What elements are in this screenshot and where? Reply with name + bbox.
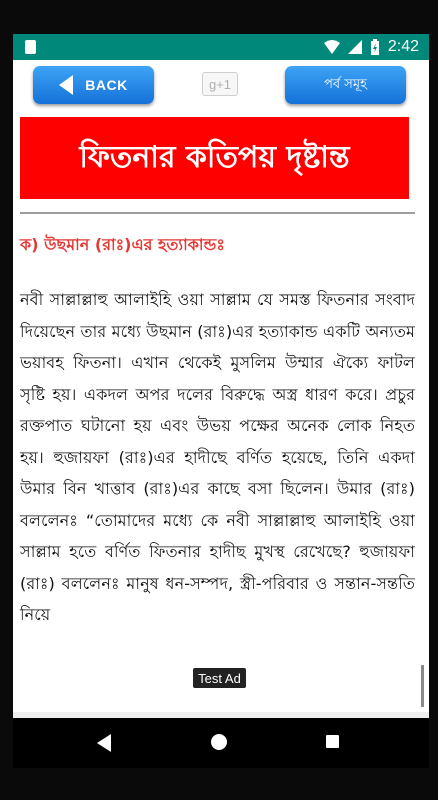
status-time: 2:42: [387, 38, 419, 55]
status-bar: [13, 34, 429, 60]
scrollbar-thumb[interactable]: [421, 665, 424, 707]
google-plus-one-button[interactable]: g+1: [202, 72, 238, 96]
nav-back-icon[interactable]: [97, 734, 111, 752]
title-divider: [20, 212, 415, 214]
navigation-bar: [13, 718, 429, 768]
section-subheading: ক) উছমান (রাঃ)এর হত্যাকান্ডঃ: [20, 235, 225, 254]
battery-charging-icon: [370, 39, 380, 55]
signal-icon: [348, 40, 362, 54]
article-title: ফিতনার কতিপয় দৃষ্টান্ত: [79, 139, 350, 175]
back-button-label: BACK: [85, 77, 128, 93]
chapters-button[interactable]: পর্ব সমূহ: [285, 66, 406, 104]
test-ad-banner[interactable]: Test Ad: [193, 668, 246, 688]
article-body: নবী সাল্লাল্লাহু আলাইহি ওয়া সাল্লাম যে সমস্ত ফিতনার সংবাদ দিয়েছেন তার মধ্যে উছমান (রাঃ)এর হত্যাকান্ড একটি অন্যতম ভয়াবহ ফিতনা। এখান থেকেই মুসলিম উম্মার ঐক্যে ফাটল সৃষ্টি হয়। একদল অপর দলের বিরুদ্ধে অস্ত্র ধারণ করে। প্রচুর রক্তপাত ঘটানো হয় এবং উভয় পক্ষের অনেক লোক নিহত হয়। হুজায়ফা (রাঃ)এর হাদীছে বর্ণিত হয়েছে, তিনি একদা উমার বিন খাত্তাব (রাঃ)এর কাছে বসা ছিলেন। উমার (রাঃ) বললেনঃ “তোমাদের মধ্যে কে নবী সাল্লাল্লাহু আলাইহি ওয়া সাল্লাম হতে বর্ণিত ফিতনার হাদীছ মুখস্থ রেখেছে? হুজায়ফা (রাঃ) বললেনঃ মানুষ ধন-সম্পদ, স্ত্রী-পরিবার ও সন্তান-সন্ততি নিয়ে: [20, 290, 415, 624]
status-icons: [324, 37, 419, 57]
nav-home-icon[interactable]: [211, 734, 227, 750]
article-title-banner: [20, 117, 409, 199]
app-toolbar: [13, 60, 429, 114]
back-button[interactable]: [33, 66, 154, 104]
nav-recents-icon[interactable]: [326, 735, 339, 748]
back-arrow-icon: [59, 75, 73, 95]
sd-card-icon: [25, 40, 36, 54]
wifi-icon: [324, 40, 340, 54]
